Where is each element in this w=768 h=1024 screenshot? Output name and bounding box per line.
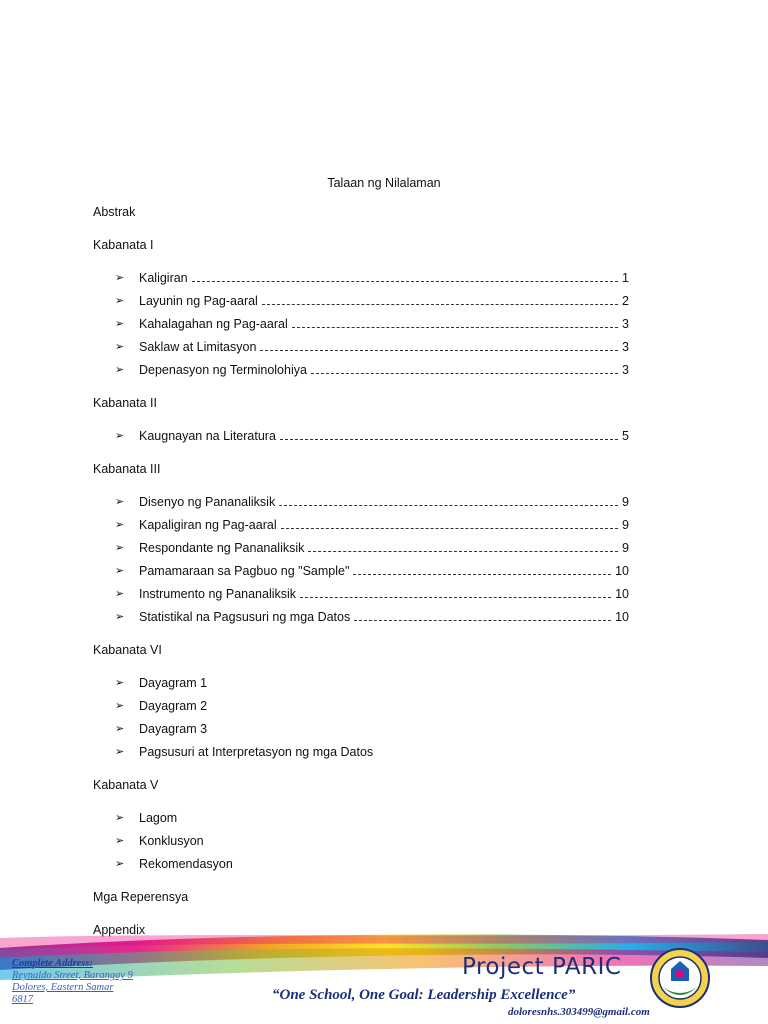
toc-entry-label: Respondante ng Pananaliksik (139, 541, 305, 555)
toc-entry (93, 428, 653, 451)
toc-entry (93, 698, 653, 721)
dot-leader (262, 295, 618, 305)
toc-entry (93, 293, 653, 316)
toc-entry-page: 9 (622, 518, 629, 532)
address-line: 6817 (12, 994, 33, 1005)
dot-leader (281, 519, 618, 529)
dot-leader (300, 588, 611, 598)
toc-entry-page: 10 (615, 564, 629, 578)
toc-entry-page: 10 (615, 587, 629, 601)
toc-entry-label: Dayagram 1 (139, 676, 208, 690)
dot-leader (192, 272, 618, 282)
dot-leader (353, 565, 611, 575)
section-heading: Kabanata VI (93, 643, 162, 657)
toc-entry-label: Kaugnayan na Literatura (139, 429, 276, 443)
school-seal-logo (649, 947, 711, 1009)
table-of-contents (93, 204, 653, 955)
arrow-bullet-icon: ➢ (115, 835, 125, 847)
address-label: Complete Address: (12, 958, 93, 969)
arrow-bullet-icon: ➢ (115, 746, 125, 758)
toc-entry (93, 675, 653, 698)
toc-entry (93, 810, 653, 833)
dot-leader (279, 496, 618, 506)
toc-entry-page: 10 (615, 610, 629, 624)
toc-entry-label: Konklusyon (139, 834, 204, 848)
toc-entry (93, 586, 653, 609)
arrow-bullet-icon: ➢ (115, 318, 125, 330)
toc-entry-page: 3 (622, 317, 629, 331)
toc-entry (93, 540, 653, 563)
section-heading: Kabanata II (93, 396, 157, 410)
toc-entry (93, 316, 653, 339)
dot-leader (308, 542, 618, 552)
arrow-bullet-icon: ➢ (115, 272, 125, 284)
toc-entry-label: Lagom (139, 811, 178, 825)
toc-entry (93, 856, 653, 879)
toc-entry-page: 3 (622, 340, 629, 354)
toc-entry-label: Rekomendasyon (139, 857, 233, 871)
arrow-bullet-icon: ➢ (115, 430, 125, 442)
arrow-bullet-icon: ➢ (115, 700, 125, 712)
section-heading: Kabanata III (93, 462, 161, 476)
toc-entry (93, 339, 653, 362)
arrow-bullet-icon: ➢ (115, 496, 125, 508)
school-address (12, 958, 182, 1006)
section-heading: Mga Reperensya (93, 890, 189, 904)
arrow-bullet-icon: ➢ (115, 588, 125, 600)
address-line: Dolores, Eastern Samar (12, 982, 114, 993)
school-motto: “One School, One Goal: Leadership Excellence” (272, 987, 576, 1003)
toc-entry-label: Kaligiran (139, 271, 188, 285)
toc-entry (93, 494, 653, 517)
toc-entry-page: 5 (622, 429, 629, 443)
toc-entry (93, 833, 653, 856)
arrow-bullet-icon: ➢ (115, 542, 125, 554)
school-email: doloresnhs.303499@gmail.com (508, 1006, 650, 1018)
toc-entry-page: 3 (622, 363, 629, 377)
section-heading: Abstrak (93, 205, 136, 219)
toc-entry (93, 362, 653, 385)
arrow-bullet-icon: ➢ (115, 858, 125, 870)
toc-entry-label: Statistikal na Pagsusuri ng mga Datos (139, 610, 351, 624)
arrow-bullet-icon: ➢ (115, 295, 125, 307)
arrow-bullet-icon: ➢ (115, 519, 125, 531)
toc-entry-label: Depenasyon ng Terminolohiya (139, 363, 307, 377)
toc-entry-label: Kapaligiran ng Pag-aaral (139, 518, 277, 532)
toc-entry-page: 2 (622, 294, 629, 308)
toc-entry (93, 517, 653, 540)
dot-leader (311, 364, 618, 374)
arrow-bullet-icon: ➢ (115, 677, 125, 689)
project-name: Project PARIC (462, 954, 622, 980)
toc-entry-label: Pagsusuri at Interpretasyon ng mga Datos (139, 745, 374, 759)
dot-leader (280, 430, 618, 440)
arrow-bullet-icon: ➢ (115, 565, 125, 577)
toc-entry-label: Dayagram 3 (139, 722, 208, 736)
dot-leader (260, 341, 618, 351)
toc-entry (93, 563, 653, 586)
toc-entry-label: Kahalagahan ng Pag-aaral (139, 317, 288, 331)
toc-entry-page: 9 (622, 495, 629, 509)
toc-entry-page: 1 (622, 271, 629, 285)
toc-entry-label: Saklaw at Limitasyon (139, 340, 257, 354)
toc-entry (93, 721, 653, 744)
toc-entry (93, 609, 653, 632)
address-line: Reynaldo Street, Barangay 9 (12, 970, 133, 981)
toc-entry-label: Dayagram 2 (139, 699, 208, 713)
toc-entry-page: 9 (622, 541, 629, 555)
dot-leader (354, 611, 611, 621)
arrow-bullet-icon: ➢ (115, 341, 125, 353)
section-heading: Appendix (93, 923, 146, 937)
toc-entry-label: Instrumento ng Pananaliksik (139, 587, 297, 601)
section-heading: Kabanata V (93, 778, 159, 792)
toc-entry (93, 744, 653, 767)
toc-entry-label: Disenyo ng Pananaliksik (139, 495, 276, 509)
arrow-bullet-icon: ➢ (115, 611, 125, 623)
toc-entry (93, 270, 653, 293)
arrow-bullet-icon: ➢ (115, 812, 125, 824)
arrow-bullet-icon: ➢ (115, 723, 125, 735)
page-title: Talaan ng Nilalaman (327, 176, 441, 190)
toc-entry-label: Layunin ng Pag-aaral (139, 294, 258, 308)
section-heading: Kabanata I (93, 238, 154, 252)
toc-entry-label: Pamamaraan sa Pagbuo ng "Sample" (139, 564, 350, 578)
dot-leader (292, 318, 618, 328)
arrow-bullet-icon: ➢ (115, 364, 125, 376)
